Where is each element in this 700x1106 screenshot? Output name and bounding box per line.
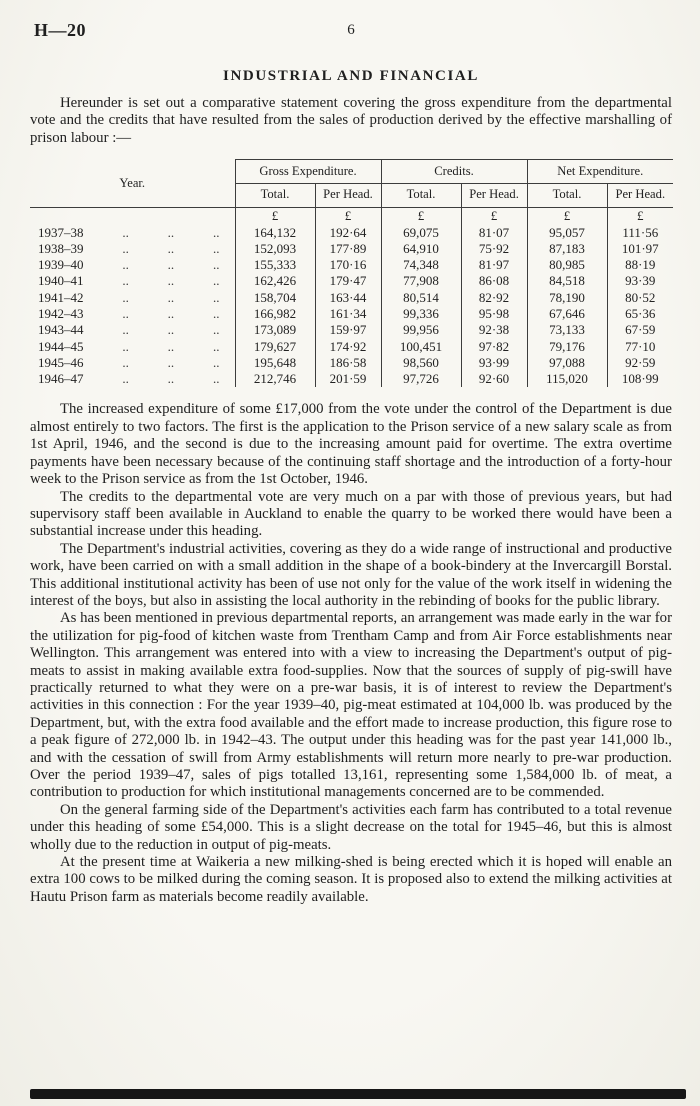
- scan-edge-artifact: [30, 1089, 686, 1099]
- empty-cell: [30, 208, 235, 225]
- leader-dots: ..: [167, 371, 175, 387]
- currency-cell: £: [461, 208, 527, 225]
- year-cell: [30, 306, 235, 322]
- year-cell: [30, 225, 235, 241]
- value-cell: 93·39: [607, 273, 673, 289]
- value-cell: 192·64: [315, 225, 381, 241]
- value-cell: 97,726: [381, 371, 461, 387]
- value-cell: 69,075: [381, 225, 461, 241]
- leader-dots: ..: [167, 289, 175, 305]
- value-cell: 164,132: [235, 225, 315, 241]
- value-cell: 179,627: [235, 339, 315, 355]
- year-cell: [30, 257, 235, 273]
- value-cell: 87,183: [527, 241, 607, 257]
- currency-cell: £: [315, 208, 381, 225]
- value-cell: 84,518: [527, 273, 607, 289]
- value-cell: 163·44: [315, 290, 381, 306]
- currency-cell: £: [381, 208, 461, 225]
- leader-dots: ..: [167, 224, 175, 240]
- year-cell: [30, 273, 235, 289]
- value-cell: 64,910: [381, 241, 461, 257]
- value-cell: 92·38: [461, 322, 527, 338]
- year-cell: [30, 355, 235, 371]
- value-cell: 80·52: [607, 290, 673, 306]
- body-paragraph: The Department's industrial activities, covering as they do a wide range of instructional and productive work, have been carried on with a small addition in the shape of a book-bindery at the Invercargill Borstal. This additional institutional activity has been of use not only for the value of the work itself in widening the interest of the boys, but also in assisting the local authority in the rebinding of books for the public library.: [30, 540, 672, 609]
- leader-dots: ..: [167, 240, 175, 256]
- year-cell: [30, 339, 235, 355]
- leader-dots: ..: [167, 322, 175, 338]
- sub-header-total: Total.: [527, 184, 607, 208]
- sub-header-perhead: Per Head.: [315, 184, 381, 208]
- value-cell: 186·58: [315, 355, 381, 371]
- leader-dots: ..: [122, 257, 129, 273]
- leader-dots: ..: [122, 371, 129, 387]
- group-header-row: [30, 160, 673, 184]
- leader-dots: ..: [167, 306, 175, 321]
- value-cell: 152,093: [235, 241, 315, 257]
- leader-dots: ..: [122, 338, 129, 354]
- value-cell: 174·92: [315, 339, 381, 355]
- year-label: 1938–39: [38, 240, 84, 256]
- leader-dots: ..: [212, 306, 220, 321]
- year-cell: [30, 322, 235, 338]
- leader-dots: ..: [212, 371, 220, 387]
- table-row: [30, 306, 673, 322]
- currency-cell: £: [527, 208, 607, 225]
- value-cell: 95,057: [527, 225, 607, 241]
- leader-dots: ..: [167, 257, 175, 273]
- table-row: [30, 290, 673, 306]
- report-number: H—20: [34, 20, 87, 40]
- leader-dots: ..: [212, 224, 220, 240]
- value-cell: 99,336: [381, 306, 461, 322]
- sub-header-total: Total.: [235, 184, 315, 208]
- value-cell: 92·59: [607, 355, 673, 371]
- table-row: [30, 273, 673, 289]
- value-cell: 73,133: [527, 322, 607, 338]
- currency-cell: £: [235, 208, 315, 225]
- table-body: [30, 208, 673, 388]
- value-cell: 75·92: [461, 241, 527, 257]
- leader-dots: ..: [212, 338, 220, 354]
- sub-header-total: Total.: [381, 184, 461, 208]
- leader-dots: ..: [122, 306, 129, 321]
- value-cell: 195,648: [235, 355, 315, 371]
- value-cell: 99,956: [381, 322, 461, 338]
- table-row: [30, 257, 673, 273]
- page-number: 6: [347, 22, 355, 38]
- value-cell: 166,982: [235, 306, 315, 322]
- sub-header-perhead: Per Head.: [607, 184, 673, 208]
- value-cell: 67·59: [607, 322, 673, 338]
- group-header-net: Net Expenditure.: [527, 160, 673, 184]
- value-cell: 88·19: [607, 257, 673, 273]
- table-row: [30, 371, 673, 387]
- leader-dots: ..: [212, 257, 220, 273]
- value-cell: 81·97: [461, 257, 527, 273]
- year-label: 1943–44: [38, 322, 84, 338]
- value-cell: 158,704: [235, 290, 315, 306]
- year-label: 1941–42: [38, 289, 84, 305]
- leader-dots: ..: [167, 354, 175, 370]
- year-cell: [30, 241, 235, 257]
- group-header-gross: Gross Expenditure.: [235, 160, 381, 184]
- table-row: [30, 355, 673, 371]
- currency-row: [30, 208, 673, 225]
- table-row: [30, 339, 673, 355]
- intro-paragraph: Hereunder is set out a comparative statement covering the gross expenditure from the departmental vote and the credits that have resulted from the sales of production derived by the effective marshalling of prison labour :—: [30, 95, 672, 146]
- year-column-header: Year.: [30, 160, 235, 208]
- leader-dots: ..: [122, 224, 129, 240]
- value-cell: 77·10: [607, 339, 673, 355]
- value-cell: 177·89: [315, 241, 381, 257]
- year-label: 1946–47: [38, 371, 84, 387]
- value-cell: 80,514: [381, 290, 461, 306]
- expenditure-table: [30, 159, 673, 387]
- value-cell: 162,426: [235, 273, 315, 289]
- year-label: 1937–38: [38, 224, 84, 240]
- leader-dots: ..: [122, 273, 129, 289]
- value-cell: 108·99: [607, 371, 673, 387]
- body-paragraph: On the general farming side of the Department's activities each farm has contributed to a total revenue under this heading of some £54,000. This is a slight decrease on the total for 1945–46, but this is almost wholly due to the reduction in output of pig-meats.: [30, 801, 672, 853]
- leader-dots: ..: [212, 322, 220, 338]
- leader-dots: ..: [167, 273, 175, 289]
- year-label: 1945–46: [38, 354, 84, 370]
- value-cell: 79,176: [527, 339, 607, 355]
- body-paragraph: At the present time at Waikeria a new milking-shed is being erected which it is hoped will enable an extra 100 cows to be milked during the coming season. It is proposed also to extend the milking activities at Hautu Prison farm as materials become readily available.: [30, 854, 672, 905]
- body-paragraph: The credits to the departmental vote are very much on a par with those of previous years, but had supervisory staff been available in Auckland to enable the quarry to be worked there would have been a substantial increase under this heading.: [30, 488, 672, 540]
- value-cell: 93·99: [461, 355, 527, 371]
- value-cell: 170·16: [315, 257, 381, 273]
- value-cell: 95·98: [461, 306, 527, 322]
- value-cell: 74,348: [381, 257, 461, 273]
- value-cell: 179·47: [315, 273, 381, 289]
- leader-dots: ..: [122, 289, 129, 305]
- value-cell: 161·34: [315, 306, 381, 322]
- leader-dots: ..: [122, 240, 129, 256]
- body-paragraph: As has been mentioned in previous departmental reports, an arrangement was made early in the war for the utilization for pig-food of kitchen waste from Trentham Camp and from Air Force establishments near Wellington. This arrangement was entered into with a view to increasing the Department's output of pig-meats to assist in making available extra food-supplies. Now that the sources of supply of pig-swill have practically returned to what they were on a pre-war basis, it is of interest to review the Department's activities in this connection : For the year 1939–40, pig-meat estimated at 104,000 lb. was produced by the Department, but, with the extra food available and the effort made to increase production, this figure rose to a peak figure of 272,000 lb. in 1942–43. The output under this heading was for the past year 141,000 lb., and with the cessation of swill from Army establishments will return more nearly to pre-war production. Over the period 1939–47, sales of pigs totalled 13,161, representing some 1,584,000 lb. of meat, a contribution to production for which institutional managements concerned are to be commended.: [30, 610, 672, 801]
- table-row: [30, 225, 673, 241]
- leader-dots: ..: [212, 289, 220, 305]
- value-cell: 65·36: [607, 306, 673, 322]
- table-row: [30, 322, 673, 338]
- table-row: [30, 241, 673, 257]
- year-cell: [30, 371, 235, 387]
- body-paragraph: The increased expenditure of some £17,000 from the vote under the control of the Department is due almost entirely to two factors. The first is the application to the Prison service of a new salary scale as from 1st April, 1946, and the second is due to the increasing amount paid for overtime. The extra overtime payments have been necessary because of the continuing staff shortage and the introduction of a forty-hour week to the Prison service as from the 1st October, 1946.: [30, 401, 672, 488]
- value-cell: 212,746: [235, 371, 315, 387]
- value-cell: 155,333: [235, 257, 315, 273]
- value-cell: 78,190: [527, 290, 607, 306]
- value-cell: 81·07: [461, 225, 527, 241]
- value-cell: 201·59: [315, 371, 381, 387]
- year-label: 1942–43: [38, 306, 84, 321]
- section-title: INDUSTRIAL AND FINANCIAL: [223, 68, 479, 84]
- leader-dots: ..: [122, 354, 129, 370]
- sub-header-perhead: Per Head.: [461, 184, 527, 208]
- leader-dots: ..: [122, 322, 129, 338]
- year-cell: [30, 290, 235, 306]
- value-cell: 101·97: [607, 241, 673, 257]
- year-label: 1944–45: [38, 338, 84, 354]
- value-cell: 159·97: [315, 322, 381, 338]
- value-cell: 92·60: [461, 371, 527, 387]
- value-cell: 80,985: [527, 257, 607, 273]
- leader-dots: ..: [212, 240, 220, 256]
- leader-dots: ..: [212, 273, 220, 289]
- value-cell: 97,088: [527, 355, 607, 371]
- value-cell: 100,451: [381, 339, 461, 355]
- currency-cell: £: [607, 208, 673, 225]
- year-label: 1940–41: [38, 273, 84, 289]
- value-cell: 98,560: [381, 355, 461, 371]
- group-header-credits: Credits.: [381, 160, 527, 184]
- year-label: 1939–40: [38, 257, 84, 273]
- value-cell: 86·08: [461, 273, 527, 289]
- value-cell: 97·82: [461, 339, 527, 355]
- leader-dots: ..: [212, 354, 220, 370]
- value-cell: 111·56: [607, 225, 673, 241]
- value-cell: 115,020: [527, 371, 607, 387]
- leader-dots: ..: [167, 338, 175, 354]
- value-cell: 173,089: [235, 322, 315, 338]
- page-header: [30, 20, 672, 44]
- value-cell: 82·92: [461, 290, 527, 306]
- value-cell: 67,646: [527, 306, 607, 322]
- table-head: [30, 160, 673, 208]
- value-cell: 77,908: [381, 273, 461, 289]
